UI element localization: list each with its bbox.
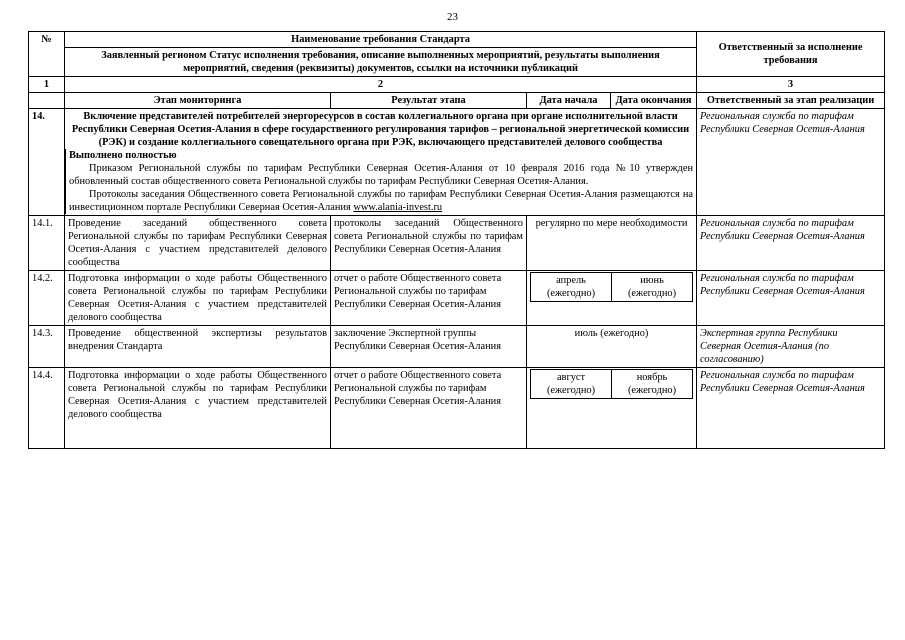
row-num: 14.1.: [29, 216, 65, 271]
page-number: 23: [447, 11, 458, 23]
subheader-empty: [29, 93, 65, 109]
header-responsible: Ответственный за исполнение требования: [697, 32, 885, 77]
item-14-responsible: Региональная служба по тарифам Республики Северная Осетия-Алания: [697, 109, 885, 216]
subheader-end-date: Дата окончания: [611, 93, 697, 109]
table-row: [29, 216, 885, 271]
alania-invest-link[interactable]: www.alania-invest.ru: [353, 202, 443, 213]
header-row-1: [29, 32, 885, 48]
row-responsible: Региональная служба по тарифам Республики Северная Осетия-Алания: [697, 368, 885, 449]
item-14-paragraph-2: [69, 188, 693, 214]
item-14-title: Включение представителей потребителей энергоресурсов в состав коллегиального органа при органе исполнительной власти Республики Северная Осетия-Алания в сфере государственного регулирования тарифов – региональной энергетической комиссии (РЭК) и создание коллегиального совещательного органа при РЭК, включающего представителей делового сообщества: [71, 111, 690, 148]
row-stage: Подготовка информации о ходе работы Общественного совета Региональной службы по тарифам Республики Северная Осетия-Алания с участием представителей делового сообщества: [65, 368, 331, 449]
row-num: 14.3.: [29, 326, 65, 368]
subheader-row: [29, 93, 885, 109]
row-start-date: апрель (ежегодно): [531, 273, 612, 302]
col-number-2: 2: [65, 77, 697, 93]
col-number-3: 3: [697, 77, 885, 93]
row-result: протоколы заседаний Общественного совета Региональной службы по тарифам Республики Северная Осетия-Алания: [331, 216, 527, 271]
row-result: заключение Экспертной группы Республики Северная Осетия-Алания: [331, 326, 527, 368]
row-end-date: июнь (ежегодно): [612, 273, 693, 302]
item-14-num: 14.: [29, 109, 65, 216]
table-row: [29, 271, 885, 326]
row-dates: [527, 368, 697, 449]
row-stage: Проведение общественной экспертизы результатов внедрения Стандарта: [65, 326, 331, 368]
header-num: №: [29, 32, 65, 77]
item-14-row: [29, 109, 885, 216]
row-responsible: Региональная служба по тарифам Республики Северная Осетия-Алания: [697, 216, 885, 271]
row-stage: Подготовка информации о ходе работы Общественного совета Региональной службы по тарифам Республики Северная Осетия-Алания с участием представителей делового сообщества: [65, 271, 331, 326]
row-responsible: Региональная служба по тарифам Республики Северная Осетия-Алания: [697, 271, 885, 326]
table-row: [29, 326, 885, 368]
item-14-content: [65, 109, 697, 216]
item-14-status: Выполнено полностью: [69, 150, 177, 161]
row-stage: Проведение заседаний общественного совета Региональной службы по тарифам Республики Северная Осетия-Алания с участием представителей делового сообщества: [65, 216, 331, 271]
row-dates: [527, 271, 697, 326]
row-result: отчет о работе Общественного совета Региональной службы по тарифам Республики Северная Осетия-Алания: [331, 368, 527, 449]
column-numbers-row: [29, 77, 885, 93]
table-row: [29, 368, 885, 449]
item-14-paragraph-1: Приказом Региональной службы по тарифам Республики Северная Осетия-Алания от 10 февраля 2016 года №10 утвержден обновленный состав общественного совета Региональной службы по тарифам Республики Северная Осетия-Алания.: [69, 163, 694, 187]
subheader-start-date: Дата начала: [527, 93, 611, 109]
header-status-description: Заявленный регионом Статус исполнения требования, описание выполненных мероприятий, результаты выполнения мероприятий, сведения (реквизиты) документов, ссылки на источники публикаций: [65, 48, 697, 77]
row-start-date: август (ежегодно): [531, 370, 612, 399]
row-result: отчет о работе Общественного совета Региональной службы по тарифам Республики Северная Осетия-Алания: [331, 271, 527, 326]
row-responsible: Экспертная группа Республики Северная Осетия-Алания (по согласованию): [697, 326, 885, 368]
subheader-stage: Этап мониторинга: [65, 93, 331, 109]
item-14-paragraph-2-text: Протоколы заседания Общественного совета Региональной службы по тарифам Республики Северная Осетия-Алания размещаются на инвестиционном портале Республики Северная Осетия-Алания: [69, 189, 694, 213]
item-14-description: [65, 149, 693, 214]
col-number-1: 1: [29, 77, 65, 93]
row-dates: регулярно по мере необходимости: [527, 216, 697, 271]
row-end-date: ноябрь (ежегодно): [612, 370, 693, 399]
header-requirement-name: Наименование требования Стандарта: [65, 32, 697, 48]
row-num: 14.4.: [29, 368, 65, 449]
row-num: 14.2.: [29, 271, 65, 326]
standard-requirements-table: [28, 31, 885, 449]
subheader-result: Результат этапа: [331, 93, 527, 109]
row-dates: июль (ежегодно): [527, 326, 697, 368]
subheader-stage-responsible: Ответственный за этап реализации: [697, 93, 885, 109]
